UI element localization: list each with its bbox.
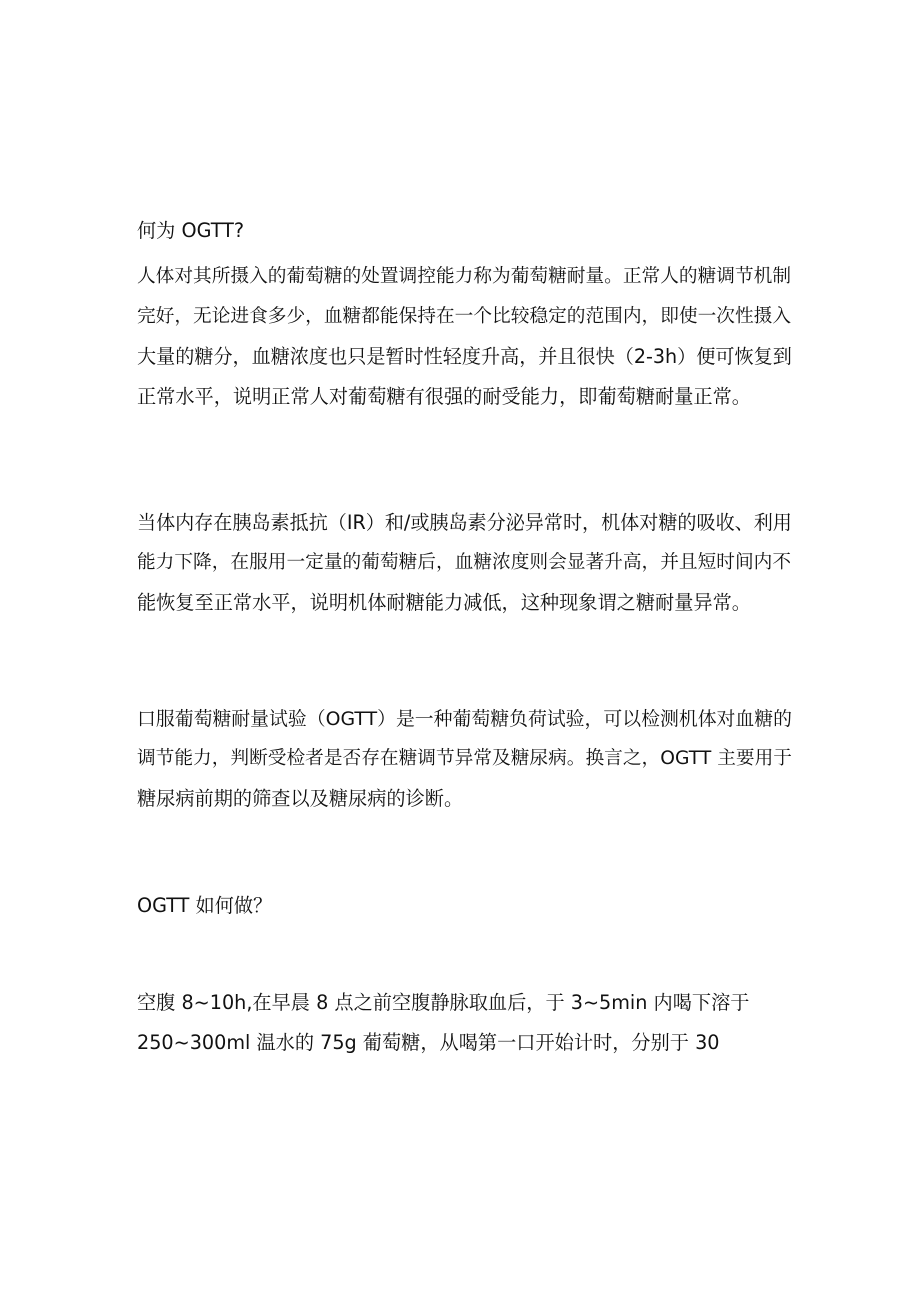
paragraph-line: 调节能力，判断受检者是否存在糖调节异常及糖尿病。换言之，OGTT 主要用于 [137,748,792,769]
paragraph-line: 人体对其所摄入的葡萄糖的处置调控能力称为葡萄糖耐量。正常人的糖调节机制 [137,266,792,287]
paragraph-impaired-tolerance [137,503,792,623]
paragraph-line: 正常水平，说明正常人对葡萄糖有很强的耐受能力，即葡萄糖耐量正常。 [137,385,751,408]
paragraph-ogtt-definition [137,699,792,819]
paragraph-line: 大量的糖分，血糖浓度也只是暂时性轻度升高，并且很快（2-3h）便可恢复到 [137,345,792,368]
paragraph-line: 能力下降，在服用一定量的葡萄糖后，血糖浓度则会显著升高，并且短时间内不 [137,552,792,573]
paragraph-line: 完好，无论进食多少，血糖都能保持在一个比较稳定的范围内，即使一次性摄入 [137,306,792,327]
paragraph-procedure [137,983,787,1063]
heading-text: OGTT 如何做？ [137,894,273,917]
heading-how-to-ogtt [137,886,787,926]
paragraph-line: 能恢复至正常水平，说明机体耐糖能力减低，这种现象谓之糖耐量异常。 [137,591,751,614]
heading-text: 何为 OGTT? [137,219,245,242]
paragraph-glucose-tolerance [137,257,792,417]
heading-what-is-ogtt [137,211,787,251]
paragraph-line: 空腹 8~10h,在早晨 8 点之前空腹静脉取血后，于 3~5min 内喝下溶于 [137,991,750,1014]
paragraph-line: 当体内存在胰岛素抵抗（IR）和/或胰岛素分泌异常时，机体对糖的吸收、利用 [137,512,792,534]
paragraph-line: 口服葡萄糖耐量试验（OGTT）是一种葡萄糖负荷试验，可以检测机体对血糖的 [137,708,792,730]
paragraph-line: 糖尿病前期的筛查以及糖尿病的诊断。 [137,787,464,810]
paragraph-line: 250~300ml 温水的 75g 葡萄糖，从喝第一口开始计时，分别于 30 [137,1031,720,1054]
